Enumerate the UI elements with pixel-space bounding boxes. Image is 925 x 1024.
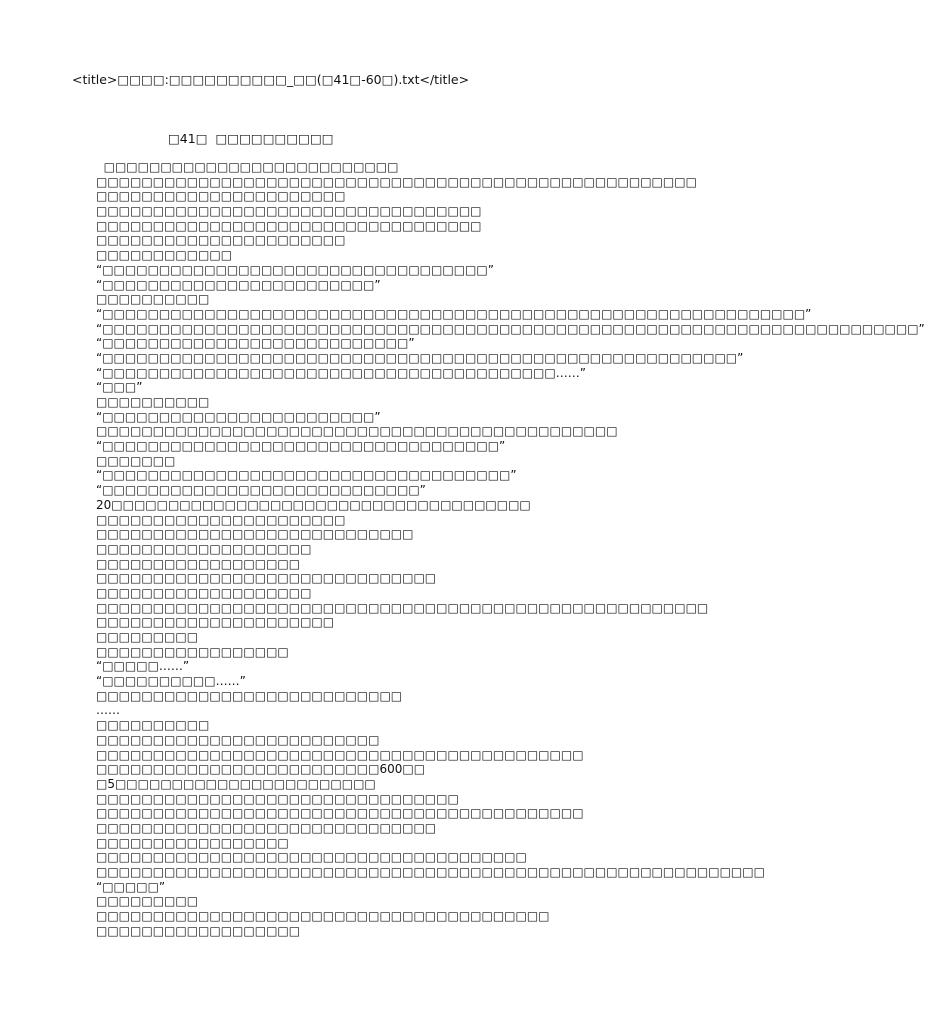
text-line: ……: [96, 703, 120, 718]
text-line: □□□□□□□□□□□□□□□□□□□□□□□□□□□□□□□□□□□□□□□□□□□□□□□□□□□□□: [96, 174, 697, 189]
text-line: □□□□□□□□□: [96, 894, 199, 909]
text-line: □□□□□□□□□□□□□□□□□□□□□□□□□□□□□□□□□□□□□□□□□□□: [96, 806, 584, 821]
text-line: □□□□□□□□□□□□□□□□□□□□□□□□□□□□: [96, 527, 414, 542]
text-line: □□□□□□□□□□□□□□□□□□□□□□□□□□□□□□□□□□□□□□□□□□□□□□□□□□□□□□□□□□□: [96, 865, 765, 879]
text-line: “□□□□□□□□□□□□□□□□□□□□□□□□□□□□□□□□□□□□□□□□……”: [96, 365, 586, 380]
text-line: □□□□□□□□□□□□□□□□□□: [96, 923, 301, 938]
text-line: “□□□□□□□□□□□□□□□□□□□□□□□□□□□□□□□□□□”: [96, 262, 494, 277]
text-line: “□□□□□□□□□□□□□□□□□□□□□□□□□□□□□□□□□□□□□□□□□□□□□□□□□□□□□□□□”: [96, 350, 744, 365]
text-line: □□□□□□□□□□□□□□□□□□□□□□□□□□□□□□□□: [96, 791, 459, 806]
document-body: [96, 160, 925, 938]
text-line: □□□□□□□□□□: [96, 292, 210, 307]
text-line: □□□□□□□□□□□□□□□□□□□□□□: [96, 233, 346, 248]
text-line: □□□□□□□□□□□□□□□□□□□□□□□□□□□□□□□□□□□□□□: [96, 850, 527, 865]
text-line: □□□□□□□□□□□□□□□□□□□□□□□□□□: [96, 160, 399, 174]
text-line: □□□□□□□□□□□□□□□□□□□: [96, 541, 312, 556]
text-line: □□□□□□□□□□□□□□□□□□□□□: [96, 615, 335, 630]
text-line: □□□□□□□□□□□□□□□□□□□□□□□□□□□□□□: [96, 571, 437, 586]
text-line: □□□□□□□□□: [96, 630, 199, 644]
text-line: “□□□□□□□□□□□□□□□□□□□□□□□□”: [96, 277, 381, 292]
text-line: □□□□□□□□□□: [96, 718, 210, 733]
text-line: □□□□□□□□□□□□□□□□□□□□□□□□□□□□□□□□□□: [96, 204, 482, 219]
text-line: □□□□□□□□□□□□□□□□□□□: [96, 585, 312, 600]
text-line: □5□□□□□□□□□□□□□□□□□□□□□□□: [96, 776, 376, 791]
text-line: “□□□□□□□□□□□□□□□□□□□□□□□□□□□□”: [96, 483, 426, 498]
text-line: □□□□□□□□□□□□□□□□□□□□□□□□□: [96, 732, 380, 747]
text-line: “□□□□□□□□□□□□□□□□□□□□□□□□□□□□□□□□□□□□□□□□□□□□□□□□□□□□□□□□□□□□□□□□□□□□□□□□”: [96, 321, 925, 336]
text-line: “□□□□□□□□□□□□□□□□□□□□□□□□□□□□□□□□□□□”: [96, 439, 506, 454]
text-line: □□□□□□□□□□□□□□□□□: [96, 644, 289, 659]
text-line: “□□□□□□□□□□□□□□□□□□□□□□□□□□□□□□□□□□□□”: [96, 468, 517, 483]
text-line: □□□□□□□□□□□□□□□□□□□□□□□□□□□□□□: [96, 820, 437, 835]
chapter-heading: □41□ □□□□□□□□□□: [168, 131, 334, 146]
text-line: “□□□□□□□□□□□□□□□□□□□□□□□□□□□”: [96, 336, 415, 351]
text-line: □□□□□□□□□□□□□□□□□□□□□□□□□□□□□□□□□□: [96, 218, 482, 233]
text-line: □□□□□□□□□□□□□□□□□□□□□□: [96, 189, 346, 204]
text-line: □□□□□□□□□□□□□□□□□□□□□□□□□□□□□□□□□□□□□□□□□□□: [96, 747, 584, 762]
text-line: □□□□□□□□□□□□□□□□□□□□□□□□□600□□: [96, 762, 426, 777]
text-line: “□□□□□□□□□□□□□□□□□□□□□□□□□□□□□□□□□□□□□□□□□□□□□□□□□□□□□□□□□□□□□□”: [96, 306, 812, 321]
text-line: □□□□□□□□□□□□□□□□□□□□□□□□□□□: [96, 688, 403, 703]
text-line: □□□□□□□□□□□□: [96, 248, 233, 263]
text-line: □□□□□□□□□□□□□□□□□□: [96, 556, 301, 571]
text-line: □□□□□□□□□□: [96, 395, 210, 409]
text-line: 20□□□□□□□□□□□□□□□□□□□□□□□□□□□□□□□□□□□□□: [96, 497, 531, 512]
text-line: “□□□”: [96, 380, 143, 395]
text-line: “□□□□□”: [96, 879, 166, 894]
text-line: □□□□□□□: [96, 453, 176, 468]
text-line: “□□□□□□□□□□□□□□□□□□□□□□□□”: [96, 409, 381, 424]
text-line: “□□□□□……”: [96, 659, 190, 674]
text-line: □□□□□□□□□□□□□□□□□□□□□□□□□□□□□□□□□□□□□□□□□□□□□□□□□□□□□□: [96, 600, 709, 615]
text-line: □□□□□□□□□□□□□□□□□: [96, 835, 289, 850]
text-line: □□□□□□□□□□□□□□□□□□□□□□: [96, 512, 346, 527]
text-line: “□□□□□□□□□□……”: [96, 674, 246, 689]
text-line: □□□□□□□□□□□□□□□□□□□□□□□□□□□□□□□□□□□□□□□□: [96, 909, 550, 924]
text-line: □□□□□□□□□□□□□□□□□□□□□□□□□□□□□□□□□□□□□□□□□□□□□□: [96, 424, 618, 439]
document-title-tag: <title>□□□□:□□□□□□□□□□_□□(□41□-60□).txt</title>: [72, 72, 470, 87]
